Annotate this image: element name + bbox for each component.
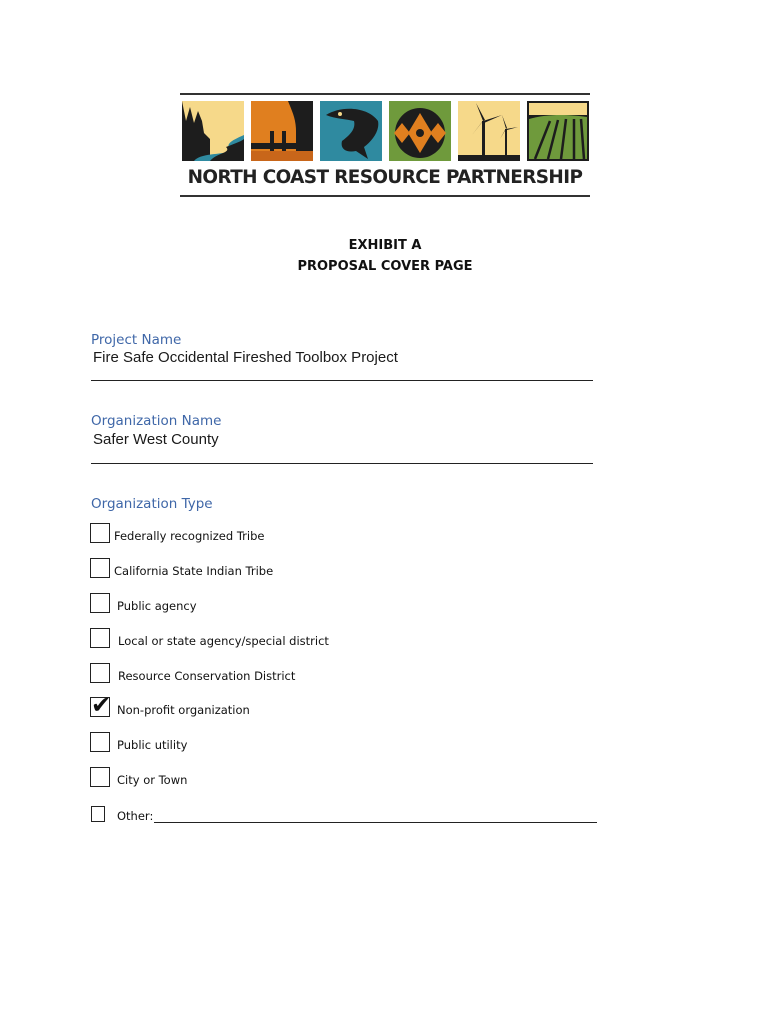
logo-tiles [180, 101, 590, 161]
option-other[interactable] [90, 803, 610, 827]
bridge-icon [251, 101, 313, 161]
checkbox[interactable] [90, 523, 110, 543]
option-label: California State Indian Tribe [114, 564, 274, 578]
project-name-label: Project Name [91, 332, 182, 348]
ncrp-logo [180, 93, 590, 199]
option-label: Federally recognized Tribe [114, 529, 265, 543]
organization-type-label: Organization Type [91, 496, 213, 512]
option-label: Resource Conservation District [118, 669, 296, 683]
river-forest-icon [182, 101, 244, 161]
option-label: Other: [117, 809, 154, 823]
organization-name-label: Organization Name [91, 413, 222, 429]
option-label: Public utility [117, 738, 188, 752]
logo-wordmark: NORTH COAST RESOURCE PARTNERSHIP [187, 167, 583, 188]
checkbox[interactable] [90, 593, 110, 613]
farmland-icon [527, 101, 589, 161]
page-title: PROPOSAL COVER PAGE [297, 259, 473, 274]
wind-turbine-icon [458, 101, 520, 161]
checkbox[interactable] [90, 732, 110, 752]
check-mark-icon: ✔ [91, 691, 112, 719]
organization-name-underline [91, 463, 593, 464]
logo-bottom-rule [180, 195, 590, 197]
option-california-state-indian-tribe[interactable] [90, 558, 610, 582]
option-resource-conservation-district[interactable] [90, 663, 610, 687]
option-city-or-town[interactable] [90, 767, 610, 791]
option-public-agency[interactable] [90, 593, 610, 617]
option-label: Non-profit organization [117, 703, 250, 717]
salmon-icon [320, 101, 382, 161]
checkbox[interactable] [90, 558, 110, 578]
project-name-field[interactable]: Fire Safe Occidental Fireshed Toolbox Project [93, 349, 398, 366]
option-label: City or Town [117, 773, 188, 787]
exhibit-title: EXHIBIT A [348, 238, 422, 253]
checkbox[interactable] [91, 806, 105, 822]
option-public-utility[interactable] [90, 732, 610, 756]
option-label: Local or state agency/special district [118, 634, 329, 648]
logo-top-rule [180, 93, 590, 95]
checkbox[interactable] [90, 628, 110, 648]
option-federally-recognized-tribe[interactable] [90, 523, 610, 547]
project-name-underline [91, 380, 593, 381]
other-input-line[interactable] [154, 822, 597, 823]
woven-basket-icon [389, 101, 451, 161]
option-local-or-state-agency[interactable] [90, 628, 610, 652]
option-label: Public agency [117, 599, 197, 613]
checkbox[interactable] [90, 767, 110, 787]
organization-name-field[interactable]: Safer West County [93, 431, 219, 448]
option-non-profit-organization[interactable] [90, 691, 610, 721]
checkbox[interactable] [90, 663, 110, 683]
